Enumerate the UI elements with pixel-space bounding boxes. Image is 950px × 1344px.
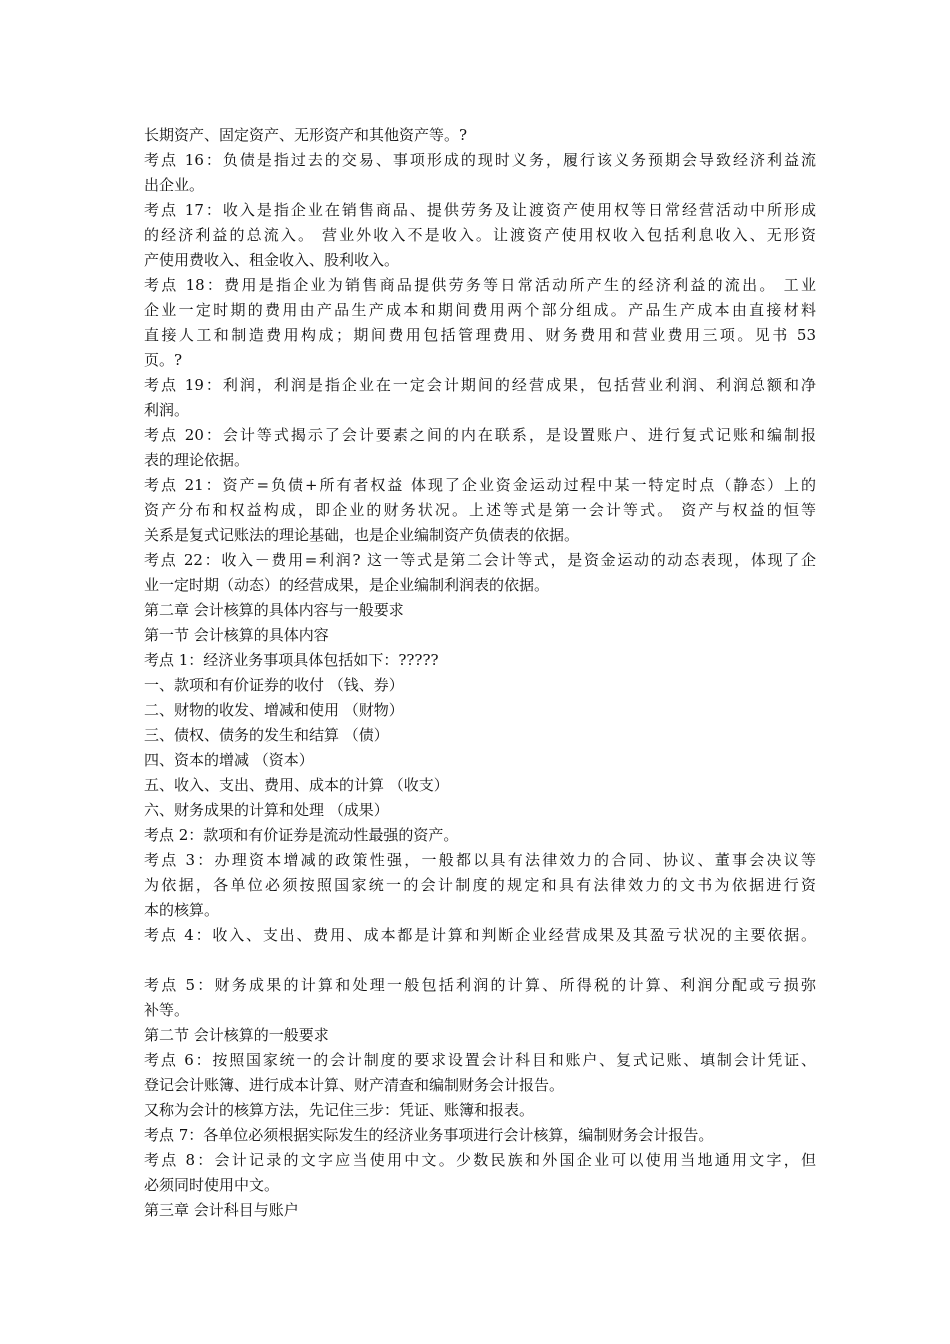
document-body [144, 123, 816, 1223]
text-line: 本的核算。 [144, 901, 220, 919]
text-line: 企业一定时期的费用由产品生产成本和期间费用两个部分组成。产品生产成本由直接材料 [144, 301, 816, 319]
section-heading: 第二节 会计核算的一般要求 [144, 1026, 329, 1044]
text-line: 考点 22：收入－费用=利润? 这一等式是第二会计等式，是资金运动的动态表现，体现了企 [144, 551, 816, 569]
list-item: 五、收入、支出、费用、成本的计算 （收支） [144, 776, 449, 794]
text-line: 资产分布和权益构成，即企业的财务状况。上述等式是第一会计等式。 资产与权益的恒等 [144, 501, 816, 519]
text-line: 利润。 [144, 401, 190, 419]
text-line: 考点 6：按照国家统一的会计制度的要求设置会计科目和账户、复式记账、填制会计凭证、 [144, 1051, 816, 1069]
text-line: 考点 19：利润，利润是指企业在一定会计期间的经营成果，包括营业利润、利润总额和净 [144, 376, 816, 394]
text-line: 页。? [144, 351, 183, 369]
text-line: 表的理论依据。 [144, 451, 250, 469]
text-line: 必须同时使用中文。 [144, 1176, 280, 1194]
text-line: 直接人工和制造费用构成；期间费用包括管理费用、财务费用和营业费用三项。见书 53 [144, 326, 816, 344]
text-line: 考点 17：收入是指企业在销售商品、提供劳务及让渡资产使用权等日常经营活动中所形成 [144, 201, 816, 219]
list-item: 四、资本的增减 （资本） [144, 751, 314, 769]
text-line: 为依据，各单位必须按照国家统一的会计制度的规定和具有法律效力的文书为依据进行资 [144, 876, 816, 894]
text-line: 的经济利益的总流入。 营业外收入不是收入。让渡资产使用权收入包括利息收入、无形资 [144, 226, 816, 244]
text-line: 考点 21：资产=负债+所有者权益 体现了企业资金运动过程中某一特定时点（静态）上的 [144, 476, 816, 494]
text-line: 考点 1：经济业务事项具体包括如下：????? [144, 651, 439, 669]
chapter-heading: 第二章 会计核算的具体内容与一般要求 [144, 601, 404, 619]
text-line: 登记会计账簿、进行成本计算、财产清查和编制财务会计报告。 [144, 1076, 565, 1094]
text-line: 关系是复式记账法的理论基础，也是企业编制资产负债表的依据。 [144, 526, 580, 544]
chapter-heading: 第三章 会计科目与账户 [144, 1201, 299, 1219]
text-line: 出企业。 [144, 176, 205, 194]
text-line: 考点 5：财务成果的计算和处理一般包括利润的计算、所得税的计算、利润分配或亏损弥 [144, 976, 816, 994]
list-item: 一、款项和有价证券的收付 （钱、券） [144, 676, 404, 694]
section-heading: 第一节 会计核算的具体内容 [144, 626, 329, 644]
text-line: 产使用费收入、租金收入、股利收入。 [144, 251, 400, 269]
text-line: 业一定时期（动态）的经营成果，是企业编制利润表的依据。 [144, 576, 550, 594]
text-line: 考点 7：各单位必须根据实际发生的经济业务事项进行会计核算，编制财务会计报告。 [144, 1126, 714, 1144]
text-line: 补等。 [144, 1001, 190, 1019]
text-line: 长期资产、固定资产、无形资产和其他资产等。? [144, 126, 468, 144]
text-line: 考点 8：会计记录的文字应当使用中文。少数民族和外国企业可以使用当地通用文字，但 [144, 1151, 816, 1169]
text-line: 又称为会计的核算方法，先记住三步：凭证、账簿和报表。 [144, 1101, 535, 1119]
text-line: 考点 18：费用是指企业为销售商品提供劳务等日常活动所产生的经济利益的流出。 工业 [144, 276, 816, 294]
text-line: 考点 20：会计等式揭示了会计要素之间的内在联系，是设置账户、进行复式记账和编制报 [144, 426, 816, 444]
list-item: 三、债权、债务的发生和结算 （债） [144, 726, 389, 744]
list-item: 二、财物的收发、增减和使用 （财物） [144, 701, 404, 719]
list-item: 六、财务成果的计算和处理 （成果） [144, 801, 389, 819]
text-line: 考点 3：办理资本增减的政策性强，一般都以具有法律效力的合同、协议、董事会决议等 [144, 851, 816, 869]
text-line: 考点 16：负债是指过去的交易、事项形成的现时义务，履行该义务预期会导致经济利益流 [144, 151, 816, 169]
text-line: 考点 2：款项和有价证券是流动性最强的资产。 [144, 826, 459, 844]
text-line: 考点 4：收入、支出、费用、成本都是计算和判断企业经营成果及其盈亏状况的主要依据。 [144, 926, 816, 944]
blank-line [144, 948, 816, 973]
